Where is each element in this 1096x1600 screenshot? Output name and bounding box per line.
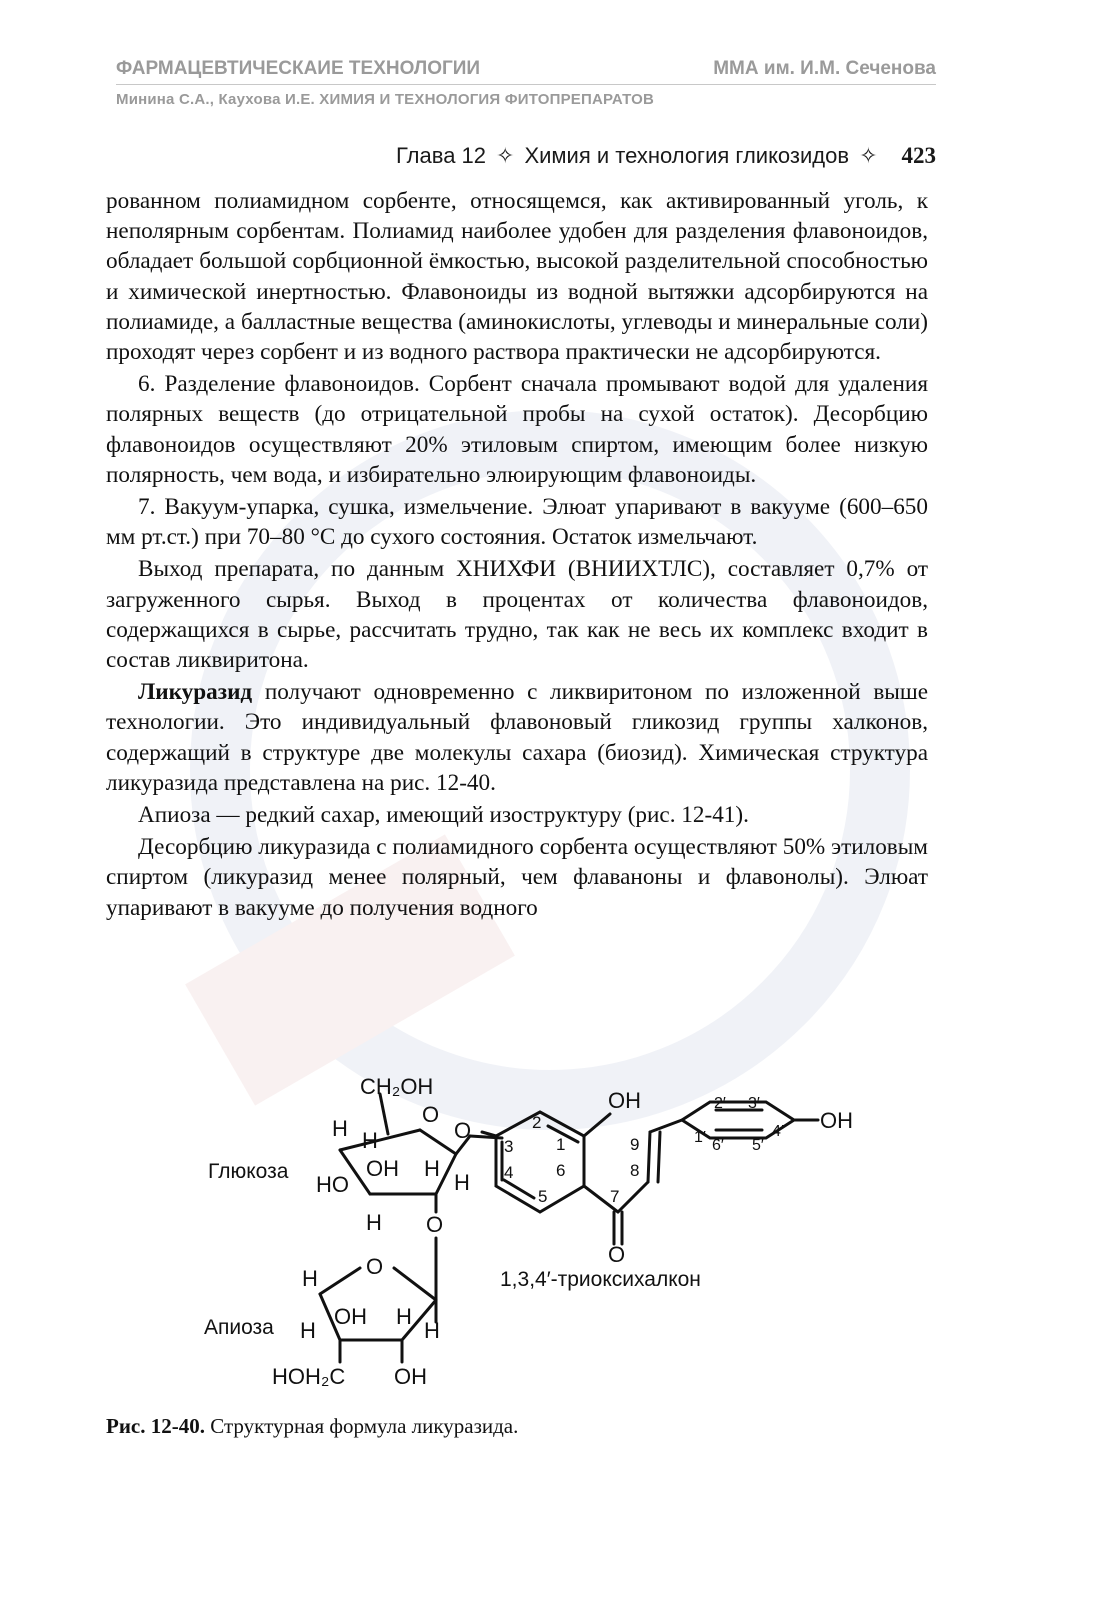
atom-number: 3′ [748, 1095, 760, 1112]
glucose-label: Глюкоза [208, 1160, 289, 1183]
h-atom: H [424, 1156, 440, 1181]
apiose-ring-oxygen: O [366, 1254, 384, 1279]
oh-group: OH [394, 1364, 427, 1389]
chapter-header [396, 143, 936, 169]
oh-group: OH [820, 1108, 853, 1133]
chapter-title: Химия и технология гликозидов [524, 143, 850, 168]
paragraph: Выход препарата, по данным ХНИХФИ (ВНИИХТЛС), составляет 0,7% от загруженного сырья. Выход в процентах от количества флавоноидов, содержащихся в сырье, рассчитать трудно, так как не весь их комплекс входит в состав ликвиритона. [106, 556, 928, 674]
ho-group: HO [316, 1172, 349, 1197]
apiose-label: Апиоза [204, 1316, 274, 1339]
atom-number: 6 [556, 1161, 566, 1180]
atom-number: 6′ [712, 1137, 724, 1154]
paragraph: рованном полиамидном сорбенте, относящемся, как активированный уголь, к неполярным сорбентам. Полиамид наиболее удобен для разделения флавоноидов, обладает большой сорбционной ёмкостью, высокой разделительной способностью и химической инертностью. Флавоноиды из водной вытяжки адсорбируются на полиамиде, а балластные вещества (аминокислоты, углеводы и минеральные соли) проходят через сорбент и из водного раствора практически не адсорбируются. [106, 188, 928, 366]
atom-number: 4′ [772, 1123, 784, 1140]
carbonyl-oxygen: O [608, 1242, 626, 1267]
atom-number: 3 [504, 1137, 514, 1156]
atom-number: 8 [630, 1161, 640, 1180]
h-atom: H [300, 1318, 316, 1343]
term-likurazid: Ликуразид [138, 679, 253, 706]
oh-group: OH [608, 1088, 641, 1113]
atom-number: 2′ [714, 1095, 726, 1112]
atom-number: 4 [504, 1163, 514, 1182]
paragraph: 6. Разделение флавоноидов. Сорбент сначала промывают водой для удаления полярных веществ (до отрицательной пробы на сухой остаток). Десорбцию флавоноидов осуществляют 20% этиловым спиртом, имеющим более низкую полярность, чем вода, и избирательно элюирующим флавоноиды. [106, 371, 928, 488]
h-atom: H [424, 1318, 440, 1343]
figure-caption [106, 1414, 518, 1439]
atom-number: 1′ [694, 1129, 706, 1146]
page-number: 423 [901, 143, 936, 168]
h-atom: H [454, 1170, 470, 1195]
structural-formula-figure [190, 1072, 910, 1402]
hoh2c-group: HOH₂C [272, 1364, 346, 1389]
h-atom: H [362, 1128, 378, 1153]
running-head [116, 58, 936, 108]
oh-group: OH [366, 1156, 399, 1181]
oh-group: OH [334, 1304, 367, 1329]
separator-icon: ✧ [496, 143, 515, 168]
h-atom: H [302, 1266, 318, 1291]
atom-number: 9 [630, 1135, 640, 1154]
atom-number: 2 [532, 1113, 542, 1132]
paragraph-text: получают одновременно с ликвиритоном по изложенной выше технологии. Это индивидуальный флавоновый гликозид группы халконов, содержащий в структуре две молекулы сахара (биозид). Химическая структура ликуразида представлена на рис. 12-40. [106, 679, 928, 796]
running-head-institution: ММА им. И.М. Сеченова [713, 58, 936, 79]
separator-icon: ✧ [859, 143, 878, 168]
paragraph: 7. Вакуум-упарка, сушка, измельчение. Элюат упаривают в вакууме (600–650 мм рт.ст.) при 70–80 °С до сухого состояния. Остаток измельчают. [106, 494, 928, 551]
paragraph [106, 677, 928, 798]
glycosidic-oxygen: O [454, 1118, 472, 1143]
structural-formula-diagram [190, 1072, 910, 1402]
body-text [106, 186, 928, 925]
atom-number: 5 [538, 1187, 548, 1206]
h-atom: H [332, 1116, 348, 1141]
paragraph: Десорбцию ликуразида с полиамидного сорбента осуществляют 50% этиловым спиртом (ликуразид менее полярный, чем флаваноны и флавонолы). Элюат упаривают в вакууме до получения водного [106, 834, 928, 921]
atom-number: 5′ [752, 1137, 764, 1154]
chapter-number: Глава 12 [396, 143, 487, 168]
atom-number: 1 [556, 1135, 566, 1154]
atom-number: 7 [610, 1187, 620, 1206]
caption-label: Рис. 12-40. [106, 1414, 205, 1438]
h-atom: H [396, 1304, 412, 1329]
link-oxygen: O [426, 1212, 444, 1237]
ring-oxygen: O [422, 1102, 440, 1127]
caption-text: Структурная формула ликуразида. [205, 1414, 519, 1438]
h-atom: H [366, 1210, 382, 1235]
running-head-publication: ФАРМАЦЕВТИЧЕСКАИЕ ТЕХНОЛОГИИ [116, 58, 481, 79]
paragraph: Апиоза — редкий сахар, имеющий изоструктуру (рис. 12-41). [138, 802, 749, 829]
aglycone-label: 1,3,4′-триоксихалкон [500, 1268, 701, 1291]
running-head-authors: Минина С.А., Каухова И.Е. ХИМИЯ И ТЕХНОЛОГИЯ ФИТОПРЕПАРАТОВ [116, 91, 655, 108]
ch2oh-group: CH₂OH [360, 1074, 434, 1099]
